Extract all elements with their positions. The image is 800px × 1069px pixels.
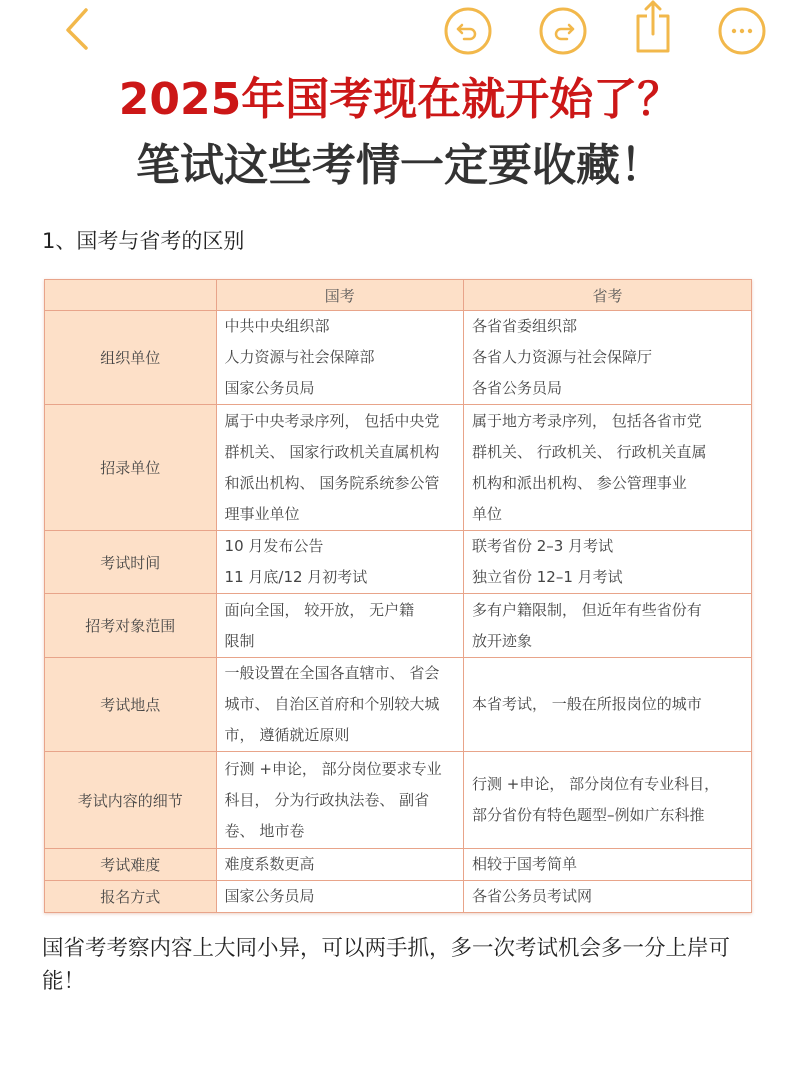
row-label: 组织单位 [45,311,217,405]
cell-line: 行测 +申论， 部分岗位要求专业 [224,759,442,778]
section-heading: 1、国考与省考的区别 [42,229,245,253]
shengkao-cell [463,752,751,849]
cell-line: 国家公务员局 [224,887,315,905]
more-icon [716,4,768,56]
cell-line: 人力资源与社会保障部 [224,348,375,366]
table-row [45,881,752,913]
comparison-table [44,279,752,913]
cell-line: 联考省份 2–3 月考试 [471,537,614,555]
row-label: 报名方式 [45,881,217,913]
cell-line: 限制 [224,631,255,650]
cell-line: 各省人力资源与社会保障厅 [471,348,652,366]
table-row [45,658,752,752]
undo-icon [442,4,494,56]
cell-line: 行测 +申论， 部分岗位有专业科目， [471,775,720,793]
cell-line: 城市、 自治区首府和个别较大城 [224,695,440,713]
top-toolbar [0,0,800,60]
share-icon [630,0,678,56]
cell-line: 难度系数更高 [224,855,315,873]
cell-line: 放开迹象 [471,631,532,650]
guokao-cell [216,405,463,531]
chevron-left-icon [58,6,98,50]
cell-line: 和派出机构、 国务院系统参公管 [224,473,440,492]
shengkao-cell [463,881,751,913]
shengkao-cell [463,658,751,752]
cell-line: 单位 [471,504,502,523]
cell-line: 相较于国考简单 [471,855,577,873]
cell-line: 本省考试， 一般在所报岗位的城市 [471,695,702,713]
closing-paragraph: 国省考考察内容上大同小异，可以两手抓，多一次考试机会多一分上岸可能！ [42,936,731,994]
header-shengkao: 省考 [463,280,751,311]
table-row [45,752,752,849]
row-label: 考试地点 [45,658,217,752]
guokao-cell [216,658,463,752]
row-label: 招考对象范围 [45,594,217,658]
table-row [45,849,752,881]
headline-title: 2025年国考现在就开始了？ [118,74,682,125]
table-row [45,311,752,405]
row-label: 考试时间 [45,531,217,594]
guokao-cell [216,849,463,881]
cell-line: 科目， 分为行政执法卷、 副省 [224,790,430,809]
cell-line: 中共中央组织部 [224,317,330,335]
cell-line: 多有户籍限制， 但近年有些省份有 [471,600,702,619]
cell-line: 属于中央考录序列， 包括中央党 [224,411,440,430]
shengkao-cell [463,405,751,531]
shengkao-cell [463,311,751,405]
table-row [45,405,752,531]
guokao-cell [216,752,463,849]
cell-line: 10 月发布公告 [224,537,324,555]
cell-line: 各省公务员考试网 [471,887,592,905]
cell-line: 市， 遵循就近原则 [224,726,350,744]
cell-line: 群机关、 国家行政机关直属机构 [224,442,440,461]
guokao-cell [216,594,463,658]
cell-line: 各省省委组织部 [471,317,577,335]
shengkao-cell [463,594,751,658]
shengkao-cell [463,531,751,594]
header-blank [45,280,217,311]
table-row [45,594,752,658]
guokao-cell [216,881,463,913]
cell-line: 11 月底/12 月初考试 [224,568,368,586]
redo-icon [537,4,589,56]
guokao-cell [216,311,463,405]
headline-subtitle: 笔试这些考情一定要收藏！ [136,140,664,191]
undo-button[interactable] [442,4,494,56]
cell-line: 属于地方考录序列， 包括各省市党 [471,411,702,430]
share-button[interactable] [630,0,678,56]
cell-line: 面向全国， 较开放， 无户籍 [224,600,415,619]
cell-line: 群机关、 行政机关、 行政机关直属 [471,442,707,461]
cell-line: 各省公务员局 [471,379,562,397]
cell-line: 卷、 地市卷 [224,821,305,840]
guokao-cell [216,531,463,594]
row-label: 招录单位 [45,405,217,531]
cell-line: 一般设置在全国各直辖市、 省会 [224,664,440,682]
table-header-row [45,280,752,311]
cell-line: 理事业单位 [224,504,300,523]
header-guokao: 国考 [216,280,463,311]
cell-line: 部分省份有特色题型–例如广东科推 [471,806,705,824]
shengkao-cell [463,849,751,881]
row-label: 考试内容的细节 [45,752,217,849]
cell-line: 独立省份 12–1 月考试 [471,568,623,586]
more-button[interactable] [716,4,768,56]
cell-line: 国家公务员局 [224,379,315,397]
row-label: 考试难度 [45,849,217,881]
cell-line: 机构和派出机构、 参公管理事业 [471,473,687,492]
redo-button[interactable] [537,4,589,56]
back-button[interactable] [58,6,98,50]
table-row [45,531,752,594]
